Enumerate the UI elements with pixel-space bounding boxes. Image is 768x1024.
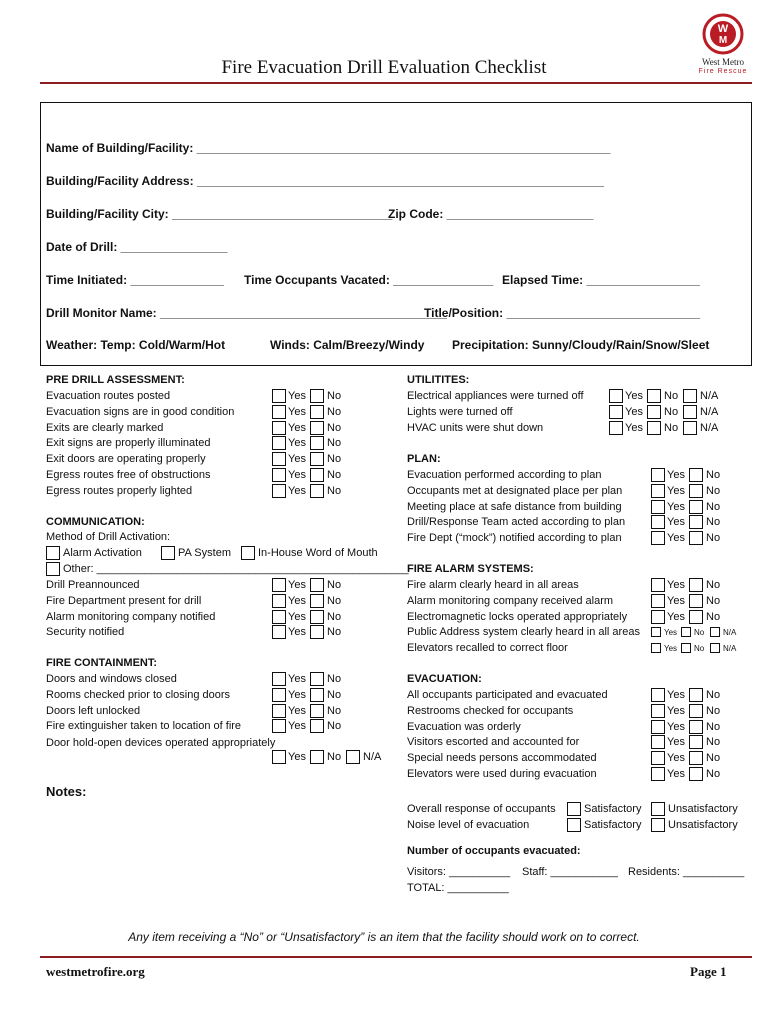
occupants-heading: Number of occupants evacuated: (407, 845, 581, 857)
yes-label: Yes (288, 421, 306, 434)
list-item-label: Fire Dept (“mock”) notified according to plan (407, 532, 622, 545)
yes-checkbox[interactable] (609, 405, 623, 419)
list-item-label: Evacuation was orderly (407, 720, 521, 733)
small-no-label: No (694, 644, 705, 653)
no-checkbox[interactable] (310, 688, 324, 702)
yes-label: Yes (667, 484, 685, 497)
list-item-label: Alarm monitoring company notified (46, 610, 216, 623)
yes-label: Yes (288, 594, 306, 607)
yes-checkbox[interactable] (651, 515, 665, 529)
yes-label: Yes (288, 720, 306, 733)
notes-label: Notes: (46, 784, 87, 799)
list-item-label: Security notified (46, 626, 125, 639)
no-label: No (327, 704, 342, 717)
yes-label: Yes (667, 516, 685, 529)
alarm-activation-checkbox[interactable] (46, 546, 60, 560)
yes-label: Yes (288, 469, 306, 481)
door-hold-na-checkbox[interactable] (346, 750, 360, 764)
no-checkbox[interactable] (310, 405, 324, 419)
yes-label: Yes (288, 437, 306, 450)
yes-checkbox[interactable] (609, 389, 623, 403)
overall-unsatisfactory-label: Unsatisfactory (668, 803, 738, 815)
yes-checkbox[interactable] (272, 436, 286, 450)
elevators-recalled-label: Elevators recalled to correct floor (407, 642, 568, 654)
list-item-label: Exits are clearly marked (46, 421, 164, 434)
residents-field[interactable]: Residents: __________ (628, 866, 745, 878)
no-label: No (706, 516, 721, 529)
no-label: No (706, 752, 721, 765)
word-of-mouth-label: In-House Word of Mouth (258, 547, 378, 559)
no-label: No (706, 610, 721, 623)
yes-checkbox[interactable] (651, 767, 665, 781)
no-checkbox[interactable] (647, 389, 661, 403)
small-na-label: N/A (723, 628, 737, 637)
overall-response-label: Overall response of occupants (407, 803, 556, 815)
logo-emblem-icon (690, 12, 756, 58)
field-monitor-name[interactable]: Drill Monitor Name: ___________________________________________ (46, 306, 447, 320)
logo-line2: Fire Rescue (698, 68, 748, 75)
no-label: No (327, 453, 342, 466)
west-metro-logo (690, 12, 756, 82)
list-item-label: Egress routes properly lighted (46, 484, 193, 497)
yes-checkbox[interactable] (651, 500, 665, 514)
field-zip[interactable]: Zip Code: ______________________ (388, 207, 594, 221)
no-label: No (327, 390, 342, 402)
total-field[interactable]: TOTAL: __________ (407, 882, 509, 894)
no-checkbox[interactable] (689, 578, 703, 592)
yes-checkbox[interactable] (651, 578, 665, 592)
yes-label: Yes (288, 453, 306, 466)
no-checkbox[interactable] (310, 436, 324, 450)
other-activation-checkbox[interactable] (46, 562, 60, 576)
no-checkbox[interactable] (689, 484, 703, 498)
no-checkbox[interactable] (310, 594, 324, 608)
small-na-checkbox[interactable] (710, 627, 720, 637)
list-item-label: Meeting place at safe distance from building (407, 500, 622, 513)
small-yes-label: Yes (664, 644, 678, 653)
yes-checkbox[interactable] (272, 578, 286, 592)
no-label: No (327, 720, 342, 733)
no-checkbox[interactable] (689, 515, 703, 529)
no-checkbox[interactable] (689, 735, 703, 749)
no-checkbox[interactable] (647, 405, 661, 419)
small-yes-checkbox[interactable] (651, 627, 661, 637)
yes-label: Yes (625, 390, 643, 402)
svg-text:M: M (718, 35, 728, 46)
list-item-label: Visitors escorted and accounted for (407, 736, 580, 749)
no-checkbox[interactable] (310, 484, 324, 498)
no-label: No (706, 532, 721, 545)
yes-checkbox[interactable] (651, 720, 665, 734)
list-item-label: Lights were turned off (407, 405, 513, 418)
yes-checkbox[interactable] (651, 704, 665, 718)
yes-checkbox[interactable] (651, 610, 665, 624)
yes-checkbox[interactable] (651, 531, 665, 545)
logo-line1: West Metro (701, 57, 745, 67)
small-no-checkbox[interactable] (681, 643, 691, 653)
field-time-initiated[interactable]: Time Initiated: ______________ (46, 273, 224, 287)
footer-note: Any item receiving a “No” or “Unsatisfactory” is an item that the facility should work on to correct. (128, 930, 640, 944)
list-item-label: Egress routes free of obstructions (46, 469, 211, 481)
na-checkbox[interactable] (683, 389, 697, 403)
visitors-field[interactable]: Visitors: __________ (407, 866, 511, 878)
list-item-label: Fire Department present for drill (46, 594, 202, 607)
yes-checkbox[interactable] (272, 610, 286, 624)
fire-alarm-heading: FIRE ALARM SYSTEMS: (407, 563, 534, 575)
field-building-name[interactable]: Name of Building/Facility: ______________________________________________________________ (46, 141, 611, 155)
list-item-label: Evacuation performed according to plan (407, 469, 602, 481)
yes-label: Yes (288, 484, 306, 497)
list-item-label: Occupants met at designated place per plan (407, 484, 623, 497)
yes-label: Yes (288, 626, 306, 639)
yes-checkbox[interactable] (651, 751, 665, 765)
utilities-heading: UTILITITES: (407, 374, 470, 386)
door-hold-open-label: Door hold-open devices operated appropriately (46, 737, 276, 749)
other-activation-field[interactable]: Other: ___________________________________________________ (63, 563, 409, 575)
no-checkbox[interactable] (689, 610, 703, 624)
no-label: No (664, 405, 679, 418)
no-checkbox[interactable] (310, 625, 324, 639)
yes-label: Yes (667, 689, 685, 701)
no-label: No (664, 390, 679, 402)
noise-satisfactory-label: Satisfactory (584, 819, 642, 831)
no-checkbox[interactable] (689, 688, 703, 702)
yes-label: Yes (667, 704, 685, 717)
no-label: No (327, 437, 342, 450)
yes-label: Yes (288, 405, 306, 418)
alarm-activation-label: Alarm Activation (63, 547, 142, 559)
no-label: No (327, 579, 342, 591)
no-checkbox[interactable] (310, 578, 324, 592)
list-item-label: Fire alarm clearly heard in all areas (407, 579, 579, 591)
svg-text:W: W (717, 23, 729, 35)
na-label: N/A (700, 421, 719, 434)
website-link[interactable]: westmetrofire.org (46, 964, 145, 979)
no-label: No (706, 484, 721, 497)
yes-label: Yes (667, 579, 685, 591)
door-hold-na-label: N/A (363, 751, 382, 763)
list-item-label: HVAC units were shut down (407, 421, 544, 434)
no-checkbox[interactable] (689, 594, 703, 608)
yes-checkbox[interactable] (272, 704, 286, 718)
small-yes-checkbox[interactable] (651, 643, 661, 653)
list-item-label: Evacuation signs are in good condition (46, 405, 235, 418)
plan-heading: PLAN: (407, 453, 441, 465)
no-checkbox[interactable] (689, 767, 703, 781)
yes-label: Yes (667, 610, 685, 623)
list-item-label: Alarm monitoring company received alarm (407, 594, 614, 607)
no-label: No (327, 484, 342, 497)
footer-rule (40, 956, 752, 958)
page-number: Page 1 (690, 964, 727, 979)
no-checkbox[interactable] (689, 704, 703, 718)
yes-checkbox[interactable] (272, 421, 286, 435)
na-checkbox[interactable] (683, 421, 697, 435)
yes-label: Yes (288, 688, 306, 701)
yes-checkbox[interactable] (272, 719, 286, 733)
yes-label: Yes (288, 673, 306, 685)
overall-satisfactory-label: Satisfactory (584, 803, 642, 815)
pa-heard-label: Public Address system clearly heard in all areas (407, 626, 640, 638)
no-label: No (706, 500, 721, 513)
no-checkbox[interactable] (689, 720, 703, 734)
small-no-label: No (694, 628, 705, 637)
yes-label: Yes (667, 768, 685, 780)
field-weather-temp[interactable]: Weather: Temp: Cold/Warm/Hot (46, 338, 226, 352)
list-item-label: Exit signs are properly illuminated (46, 437, 211, 450)
yes-label: Yes (667, 736, 685, 749)
no-label: No (327, 594, 342, 607)
field-elapsed-time[interactable]: Elapsed Time: _________________ (502, 273, 700, 287)
activation-method-label: Method of Drill Activation: (46, 531, 171, 543)
no-label: No (327, 469, 342, 481)
yes-label: Yes (288, 390, 306, 402)
field-precipitation[interactable]: Precipitation: Sunny/Cloudy/Rain/Snow/Sleet (452, 338, 710, 352)
list-item-label: Rooms checked prior to closing doors (46, 688, 231, 701)
list-item-label: Exit doors are operating properly (46, 453, 206, 466)
staff-field[interactable]: Staff: ___________ (522, 866, 618, 878)
pa-system-checkbox[interactable] (161, 546, 175, 560)
noise-unsatisfactory-checkbox[interactable] (651, 818, 665, 832)
door-hold-yes-label: Yes (288, 751, 306, 763)
yes-label: Yes (288, 579, 306, 591)
list-item-label: Evacuation routes posted (46, 390, 171, 402)
yes-checkbox[interactable] (272, 468, 286, 482)
yes-label: Yes (667, 500, 685, 513)
no-label: No (327, 673, 342, 685)
noise-level-label: Noise level of evacuation (407, 819, 530, 831)
yes-label: Yes (667, 594, 685, 607)
no-label: No (327, 421, 342, 434)
no-checkbox[interactable] (689, 751, 703, 765)
overall-unsatisfactory-checkbox[interactable] (651, 802, 665, 816)
yes-checkbox[interactable] (272, 594, 286, 608)
no-label: No (706, 689, 721, 701)
no-checkbox[interactable] (310, 704, 324, 718)
yes-checkbox[interactable] (272, 672, 286, 686)
field-position[interactable]: Title/Position: _____________________________ (424, 306, 700, 320)
word-of-mouth-checkbox[interactable] (241, 546, 255, 560)
no-checkbox[interactable] (647, 421, 661, 435)
no-checkbox[interactable] (689, 500, 703, 514)
no-checkbox[interactable] (310, 719, 324, 733)
na-checkbox[interactable] (683, 405, 697, 419)
yes-label: Yes (667, 720, 685, 733)
fire-containment-heading: FIRE CONTAINMENT: (46, 657, 158, 669)
field-address[interactable]: Building/Facility Address: _____________________________________________________________ (46, 174, 605, 188)
no-checkbox[interactable] (310, 672, 324, 686)
list-item-label: Fire extinguisher taken to location of fire (46, 720, 242, 733)
yes-checkbox[interactable] (272, 484, 286, 498)
door-hold-no-checkbox[interactable] (310, 750, 324, 764)
no-label: No (706, 469, 721, 481)
yes-label: Yes (625, 421, 643, 434)
no-label: No (664, 421, 679, 434)
field-date[interactable]: Date of Drill: ________________ (46, 240, 228, 254)
yes-checkbox[interactable] (651, 735, 665, 749)
pa-system-label: PA System (178, 547, 231, 559)
list-item-label: Doors and windows closed (46, 673, 177, 685)
no-label: No (706, 579, 721, 591)
yes-checkbox[interactable] (272, 405, 286, 419)
noise-satisfactory-checkbox[interactable] (567, 818, 581, 832)
header-rule (40, 82, 752, 84)
no-label: No (706, 720, 721, 733)
small-no-checkbox[interactable] (681, 627, 691, 637)
yes-label: Yes (288, 610, 306, 623)
yes-checkbox[interactable] (651, 484, 665, 498)
field-city[interactable]: Building/Facility City: _________________________________ (46, 207, 393, 221)
noise-unsatisfactory-label: Unsatisfactory (668, 819, 738, 831)
field-winds[interactable]: Winds: Calm/Breezy/Windy (270, 338, 425, 352)
yes-label: Yes (667, 532, 685, 545)
yes-checkbox[interactable] (609, 421, 623, 435)
communication-heading: COMMUNICATION: (46, 516, 145, 528)
pre-drill-heading: PRE DRILL ASSESSMENT: (46, 374, 185, 386)
no-checkbox[interactable] (310, 389, 324, 403)
yes-checkbox[interactable] (272, 389, 286, 403)
yes-label: Yes (625, 405, 643, 418)
small-yes-label: Yes (664, 628, 678, 637)
no-checkbox[interactable] (689, 531, 703, 545)
list-item-label: Restrooms checked for occupants (407, 704, 574, 717)
no-label: No (706, 704, 721, 717)
no-label: No (706, 736, 721, 749)
yes-checkbox[interactable] (651, 594, 665, 608)
yes-checkbox[interactable] (272, 688, 286, 702)
yes-checkbox[interactable] (651, 468, 665, 482)
overall-satisfactory-checkbox[interactable] (567, 802, 581, 816)
no-checkbox[interactable] (689, 468, 703, 482)
na-label: N/A (700, 405, 719, 418)
yes-label: Yes (667, 469, 685, 481)
na-label: N/A (700, 390, 719, 402)
no-label: No (706, 768, 721, 780)
yes-label: Yes (288, 704, 306, 717)
door-hold-yes-checkbox[interactable] (272, 750, 286, 764)
yes-label: Yes (667, 752, 685, 765)
page-title: Fire Evacuation Drill Evaluation Checklist (221, 57, 547, 78)
no-label: No (706, 594, 721, 607)
no-checkbox[interactable] (310, 452, 324, 466)
list-item-label: Drill/Response Team acted according to plan (407, 516, 626, 529)
small-na-label: N/A (723, 644, 737, 653)
no-label: No (327, 610, 342, 623)
evacuation-heading: EVACUATION: (407, 673, 482, 685)
list-item-label: Elevators were used during evacuation (407, 768, 597, 780)
list-item-label: Electrical appliances were turned off (407, 390, 584, 402)
no-label: No (327, 626, 342, 639)
no-checkbox[interactable] (310, 421, 324, 435)
list-item-label: Electromagnetic locks operated appropriately (407, 610, 628, 623)
no-label: No (327, 688, 342, 701)
no-label: No (327, 405, 342, 418)
list-item-label: Doors left unlocked (46, 704, 141, 717)
list-item-label: All occupants participated and evacuated (407, 689, 608, 701)
list-item-label: Special needs persons accommodated (407, 752, 597, 765)
no-checkbox[interactable] (310, 468, 324, 482)
yes-checkbox[interactable] (651, 688, 665, 702)
list-item-label: Drill Preannounced (46, 579, 140, 591)
small-na-checkbox[interactable] (710, 643, 720, 653)
yes-checkbox[interactable] (272, 452, 286, 466)
door-hold-no-label: No (327, 751, 342, 763)
no-checkbox[interactable] (310, 610, 324, 624)
field-time-vacated[interactable]: Time Occupants Vacated: _______________ (244, 273, 494, 287)
yes-checkbox[interactable] (272, 625, 286, 639)
